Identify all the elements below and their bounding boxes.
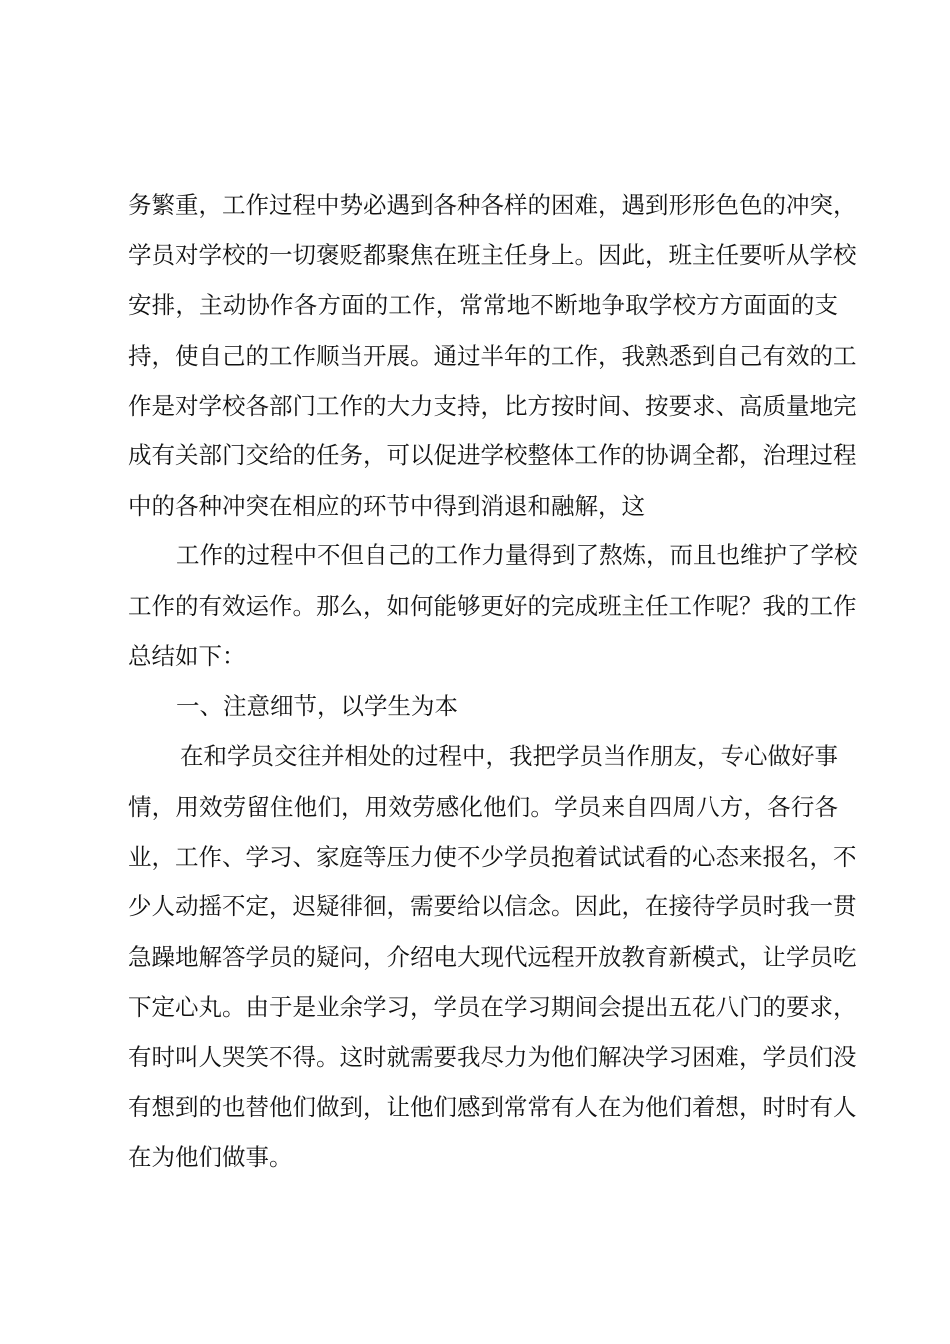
text-line: 有想到的也替他们做到，让他们感到常常有人在为他们着想，时时有人 [128, 1093, 857, 1121]
text-line: 工作的有效运作。那么，如何能够更好的完成班主任工作呢？我的工作 [128, 592, 857, 620]
heading-text: 一、注意细节，以学生为本 [176, 692, 458, 720]
text-line: 总结如下： [128, 642, 246, 670]
text-line: 有时叫人哭笑不得。这时就需要我尽力为他们解决学习困难，学员们没 [128, 1043, 857, 1071]
text-line: 情，用效劳留住他们，用效劳感化他们。学员来自四周八方，各行各 [128, 793, 838, 821]
text-line: 急躁地解答学员的疑问，介绍电大现代远程开放教育新模式，让学员吃 [128, 943, 857, 971]
text-line: 持，使自己的工作顺当开展。通过半年的工作，我熟悉到自己有效的工 [128, 342, 857, 370]
text-line: 工作的过程中不但自己的工作力量得到了熬炼，而且也维护了学校 [176, 541, 858, 569]
text-line: 业，工作、学习、家庭等压力使不少学员抱着试试看的心态来报名，不 [128, 843, 857, 871]
text-line: 作是对学校各部门工作的大力支持，比方按时间、按要求、高质量地完 [128, 392, 857, 420]
text-line: 务繁重，工作过程中势必遇到各种各样的困难，遇到形形色色的冲突， [128, 191, 857, 219]
text-line: 安排，主动协作各方面的工作，常常地不断地争取学校方方面面的支 [128, 291, 838, 319]
text-line: 学员对学校的一切褒贬都聚焦在班主任身上。因此，班主任要听从学校 [128, 241, 857, 269]
text-line: 在和学员交往并相处的过程中，我把学员当作朋友，专心做好事 [180, 742, 838, 770]
text-line: 下定心丸。由于是业余学习，学员在学习期间会提出五花八门的要求， [128, 993, 857, 1021]
text-line: 中的各种冲突在相应的环节中得到消退和融解，这 [128, 492, 645, 520]
text-line: 在为他们做事。 [128, 1143, 293, 1171]
text-line: 成有关部门交给的任务，可以促进学校整体工作的协调全都，治理过程 [128, 441, 857, 469]
text-line: 少人动摇不定，迟疑徘徊，需要给以信念。因此，在接待学员时我一贯 [128, 892, 857, 920]
